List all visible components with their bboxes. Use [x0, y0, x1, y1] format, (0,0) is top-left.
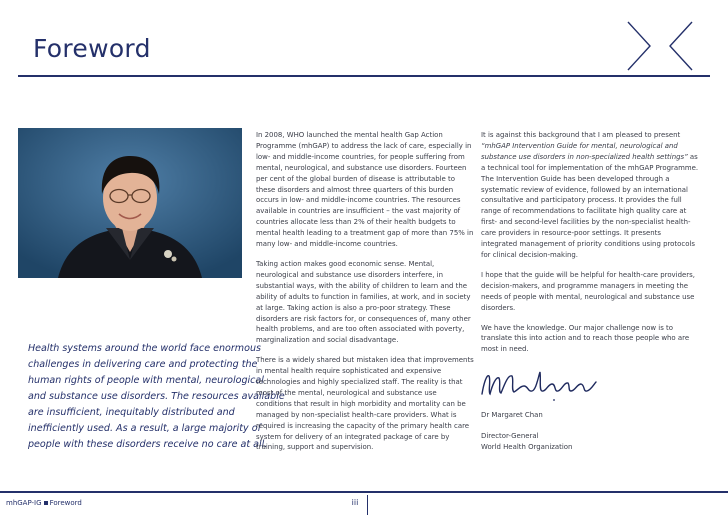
footer-rule	[0, 491, 728, 493]
paragraph: We have the knowledge. Our major challenge now is to translate this into action and to reach those people who are most in need.	[481, 323, 690, 354]
paragraph	[481, 130, 699, 261]
signatory-role: Director-General	[481, 432, 539, 441]
guide-title: “mhGAP Intervention Guide for mental, neurological and substance use disorders in non-specialized health settings”	[481, 141, 688, 161]
footer-section-name: Foreword	[49, 499, 82, 507]
pull-quote-line: people with these disorders receive no care at all.	[28, 439, 268, 450]
page-number-divider	[367, 495, 368, 515]
pull-quote	[28, 341, 285, 453]
double-chevron-icon	[620, 20, 700, 72]
portrait-illustration	[18, 128, 242, 278]
body-column-2	[481, 130, 699, 453]
footer-running-title	[6, 499, 82, 507]
footer-doc-name: mhGAP-IG	[6, 499, 42, 507]
paragraph-text: It is against this background that I am pleased to present	[481, 131, 681, 139]
page-title: Foreword	[33, 34, 151, 63]
paragraph-text: as a technical tool for implementation of the mhGAP Programme. The Intervention Guide has been developed through a systematic review of evidence, followed by an international consultative and participatory process. It provides the full range of recommendations to facilitate high quality care at first- and second-level facilities by the non-specialist health-care providers in resource-poor settings. It presents integrated management of priority conditions using protocols for clinical decision-making.	[481, 152, 699, 259]
signatory-organization: World Health Organization	[481, 443, 573, 452]
body-column-1	[256, 130, 474, 462]
pull-quote-line: and substance use disorders. The resources available	[28, 391, 285, 402]
paragraph: I hope that the guide will be helpful for health-care providers, decision-makers, and programme managers in meeting the needs of people with mental, neurological and substance use disorders.	[481, 270, 695, 312]
signature-image	[478, 364, 598, 406]
page-number: iii	[351, 498, 359, 507]
portrait-photo	[18, 128, 242, 278]
pull-quote-line: inefficiently used. As a result, a large majority of	[28, 423, 261, 434]
pull-quote-line: Health systems around the world face enormous	[28, 343, 261, 354]
signatory-name: Dr Margaret Chan	[481, 411, 543, 420]
paragraph: There is a widely shared but mistaken idea that improvements in mental health require sophisticated and expensive technologies and highly specialized staff. The reality is that most of the mental, neurological and substance use conditions that result in high morbidity and mortality can be managed by non-specialist health-care providers. What is required is increasing the capacity of the primary health care system for delivery of an integrated package of care by training, support and supervision.	[256, 356, 474, 452]
pull-quote-line: are insufficient, inequitably distributed and	[28, 407, 235, 418]
paragraph: Taking action makes good economic sense. Mental, neurological and substance use disorders interfere, in substantial ways, with the ability of children to learn and the ability of adults to function in families, at work, and in society at large. Taking action is also a pro-poor strategy. These disorders are risk factors for, or consequences of, many other health problems, and are too often associated with poverty, marginalization and social disadvantage.	[256, 259, 471, 345]
paragraph: In 2008, WHO launched the mental health Gap Action Programme (mhGAP) to address the lack of care, especially in low- and middle-income countries, for people suffering from mental, neurological, and substance use disorders. Fourteen per cent of the global burden of disease is attributable to these disorders and almost three quarters of this burden occurs in low- and middle-income countries. The resources available in countries are insufficient – the vast majority of countries allocate less than 2% of their health budgets to mental health leading to a treatment gap of more than 75% in many low- and middle-income countries.	[256, 131, 474, 249]
header-rule	[18, 75, 710, 77]
footer-separator-icon	[44, 501, 48, 505]
pull-quote-line: human rights of people with mental, neurological	[28, 375, 264, 386]
pull-quote-line: challenges in delivering care and protecting the	[28, 359, 258, 370]
